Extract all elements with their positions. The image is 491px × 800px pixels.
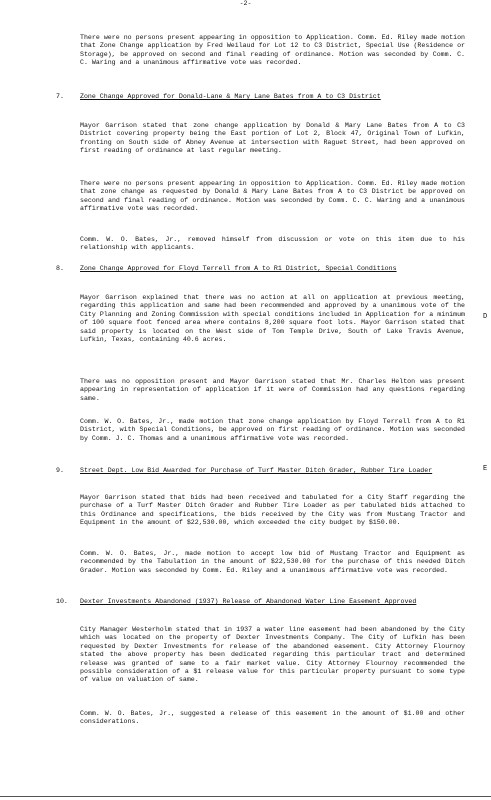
item-heading: Dexter Investments Abandoned (1937) Release of Abandoned Water Line Easement Approved [80, 598, 417, 605]
paragraph: Mayor Garrison explained that there was no action at all on application at previous meeting, regarding this application and same had been recommended and approved by a unanimous vote of the City Planning and Zoning Commission with special conditions included in Application for a minimum of 100 square foot fenced area where contains 8,200 square foot lots. Mayor Garrison stated that said property is located on the West side of Tom Temple Drive, South of Lake Travis Avenue, Lufkin, Texas, containing 40.6 acres. [80, 294, 465, 344]
paragraph: Comm. W. O. Bates, Jr., removed himself from discussion or vote on this item due to his relationship with applicants. [80, 236, 465, 252]
paragraph: City Manager Westerholm stated that in 1937 a water line easement had been abandoned by the City which was located on the property of Dexter Investments Company. The City of Lufkin has been requested by Dexter Investments for release of the abandoned easement. City Attorney Flournoy stated the above property has been dedicated regarding this particular tract and determined release was granted of same to a fair market value. City Attorney Flournoy recommended the possible consideration of a $1 release value for this particular property pursuant to some type of value on valuation of same. [80, 626, 465, 684]
page-bottom-rule [0, 796, 491, 797]
paragraph: Comm. W. O. Bates, Jr., made motion to accept low bid of Mustang Tractor and Equipment as recommended by the Tabulation in the amount of $22,530.00 for the purchase of this needed Ditch Grader. Motion was seconded by Comm. Ed. Riley and a unanimous affirmative vote was recorded. [80, 550, 465, 574]
paragraph: Mayor Garrison stated that bids had been received and tabulated for a City Staff regarding the purchase of a Turf Master Ditch Grader and Rubber Tire Loader as per tabulated bids attached to this Ordinance and specifications, the bids received by the City was from Mustang Tractor and Equipment in the amount of $22,530.00, which exceeded the city budget by $150.00. [80, 494, 465, 527]
paragraph: There was no opposition present and Mayor Garrison stated that Mr. Charles Helton was present appearing in representation of application if it were of Commission had any questions regarding same. [80, 378, 465, 402]
page-number: -2- [239, 0, 252, 7]
paragraph: Mayor Garrison stated that zone change application by Donald & Mary Lane Bates from A to C3 District covering property being the East portion of Lot 2, Block 47, Original Town of Lufkin, fronting on South side of Abney Avenue at intersection with Raguet Street, had been approved on first reading of ordinance at last regular meeting. [80, 122, 465, 155]
paragraph: Comm. W. O. Bates, Jr., suggested a release of this easement in the amount of $1.00 and other considerations. [80, 710, 465, 726]
margin-mark: D [483, 313, 488, 321]
item-number: 9. [56, 467, 64, 474]
item-heading: Street Dept. Low Bid Awarded for Purchase of Turf Master Ditch Grader, Rubber Tire Loader [80, 467, 433, 474]
paragraph: There were no persons present appearing in opposition to Application. Comm. Ed. Riley made motion that Zone Change application by Fred Weilaud for Lot 12 to C3 District, Special Use (Residence or Storage), be approved on second and final reading of ordinance. Motion was seconded by Comm. C. C. Waring and a unanimous affirmative vote was recorded. [80, 34, 465, 67]
paragraph: Comm. W. O. Bates, Jr., made motion that zone change application by Floyd Terrell from A to R1 District, with Special Conditions, be approved on first reading of ordinance. Motion was seconded by Comm. J. C. Thomas and a unanimous affirmative vote was recorded. [80, 418, 465, 442]
paragraph: There were no persons present appearing in opposition to Application. Comm. Ed. Riley made motion that zone change as requested by Donald & Mary Lane Bates from A to C3 District be approved on second and final reading of ordinance. Motion was seconded by Comm. C. C. Waring and a unanimous affirmative vote was recorded. [80, 180, 465, 213]
item-number: 8. [56, 265, 64, 272]
item-number: 7. [56, 93, 64, 100]
item-heading: Zone Change Approved for Floyd Terrell from A to R1 District, Special Conditions [80, 265, 397, 272]
item-number: 10. [56, 598, 68, 605]
margin-mark: E [483, 465, 488, 473]
item-heading: Zone Change Approved for Donald-Lane & Mary Lane Bates from A to C3 District [80, 93, 381, 100]
